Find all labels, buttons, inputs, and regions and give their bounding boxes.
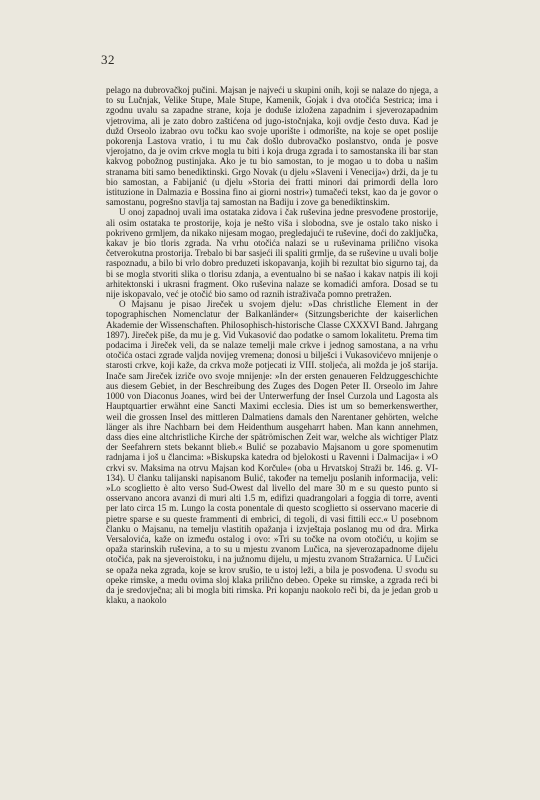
page-number: 32 bbox=[101, 52, 115, 67]
paragraph-3: O Majsanu je pisao Jireček u svojem djelu: »Das christliche Element in der topographischen Nomenclatur der Balkanländer« (Sitzungsberichte der kaiserlichen Akademie der Wissenschaften. Philosophisch-historische Classe CXXXVI Band. Jahrgang 1897). Jireček piše, da mu je g. Vid Vukasović dao podatke o samom lokalitetu. Prema tim podacima i Jireček veli, da se nalaze temelji male crkve i jednog samostana, a na vrhu otočića ostaci zgrade valjda novijeg vremena; donosi u bilješci i Vukasovićevo mnijenje o starosti crkve, koji kaže, da crkva može potjecati iz VIII. stoljeća, ali možda je još starija. Inače sam Jireček izriče ovo svoje mnijenje: »In der ersten genaueren Feldzuggeschichte aus diesem Gebiet, in der Beschreibung des Zuges des Dogen Peter II. Orseolo im Jahre 1000 von Diaconus Joanes, wird bei der Unterwerfung der Insel Curzola und Lagosta als Hauptquartier erwähnt eine Sancti Maximi ecclesia. Dies ist um so bemerkenswerther, weil die grossen Insel des mittleren Dalmatiens damals den Narentaner gehörten, welche länger als ihre Nachbarn bei dem Heidenthum ausgeharrt haben. Man kann annehmen, dass dies eine altchristliche Kirche der spätrömischen Zeit war, welche als wichtiger Platz der Seefahrern stets bekannt blieb.« Bulić se pozabavio Majsanom u gore spomenutim radnjama i još u člancima: »Biskupska katedra od bjelokosti u Ravenni i Dalmacija« i »O crkvi sv. Maksima na otrvu Majsan kod Korčule« (oba u Hrvatskoj Straži br. 146. g. VI-134). U članku talijanski napisanom Bulić, također na temelju poslanih informacija, veli: »Lo scoglietto è alto verso Sud-Owest dal livello del mare 30 m e su questo punto si osservano ancora avanzi di muri alti 1.5 m, edifizi quadrangolari a foggia di torre, aventi per lato circa 15 m. Lungo la costa ponentale di questo scoglietto si osservano macerie di pietre sparse e su queste frammenti di embrici, di tegoli, di vasi fittili ecc.« U posebnom članku o Majsanu, na temelju vlastitih opažanja i izvještaja poslanog mu od dra. Mirka Versalovića, kaže on između ostalog i ovo: »Tri su točke na ovom otočiću, u kojim se opaža starinskih ruševina, a to su u mjestu zvanom Lučica, na sjeverozapadnome dijelu otočića, pak na sjeveroistoku, i na južnomu dijelu, u mjestu zvanom Stražarnica. U Lučici se opaža neka zgrada, koje se krov srušio, te u istoj leži, a bila je posvođena. U svodu su opeke rimske, a medu ovima sloj klaka prilično debeo. Opeke su rimske, a zgrada reći bi da je sredovječna; ali bi mogla biti rimska. Pri kopanju naokolo reči bi, da je jedan grob u klaku, a naokolo bbox=[106, 299, 438, 606]
paragraph-2: U onoj zapadnoj uvali ima ostataka zidova i čak ruševina jedne presvođene prostorije, ali osim ostataka te prostorije, koja je nešto viša i slobodna, sve je ostalo tako nisko i pokriveno grmljem, da nikako nijesam mogao, pregledajući te ruševine, doći do zaključka, kakav je bio tloris zgrada. Na vrhu otočića nalazi se u ruševinama prilično visoka četverokutna prostorija. Trebalo bi bar sasjeći ili spaliti grmlje, da se ruševine u uvali bolje raspoznadu, a bilo bi vrlo dobro preduzeti iskopavanja, kojih bi rezultat bio sigurno taj, da bi se mogla stvoriti slika o tlorisu zdanja, a eventualno bi se našao i kakav natpis ili koji arhitektonski i ukrasni fragment. Oko ruševina nalaze se komadići amfora. Dosad se tu nije iskopavalo, već je otočić bio samo od raznih istraživača pomno pretražen. bbox=[106, 207, 438, 300]
paragraph-1: pelago na dubrovačkoj pučini. Majsan je najveći u skupini onih, koji se nalaze do njega, a to su Lučnjak, Velike Stupe, Male Stupe, Kamenik, Gojak i dva otočića Sestrica; ima i zgodnu uvalu sa zapadne strane, koja je doduše izložena zapadnim i sjeverozapadnim vjetrovima, ali je zato dobro zaštićena od jugo-istočnjaka, koji ovdje često duva. Kad je dužd Orseolo izabrao ovu točku kao svoje uporište i odmorište, na koje se opet poslije pokorenja Lastova vratio, i tu mu čak došlo dubrovačko poslanstvo, onda je posve vjerojatno, da je ovim crkve mogla tu biti i koja druga zgrada i to samostanska ili bar stan kakvog pobožnog pustinjaka. Ako je tu bio samostan, to je mogao u to doba u našim stranama biti samo benediktinski. Grgo Novak (u djelu »Slaveni i Venecija«) drži, da je tu bio samostan, a Fabijanić (u djelu »Storia dei fratti minori dai primordi della loro istituzione in Dalmazia e Bossina fino ai giorni nostri«) tumačeći tekst, kao da je govor o samostanu, pogrešno stavlja taj samostan na Badiju i zove ga benediktinskim. bbox=[106, 85, 438, 208]
body-text bbox=[106, 85, 438, 605]
